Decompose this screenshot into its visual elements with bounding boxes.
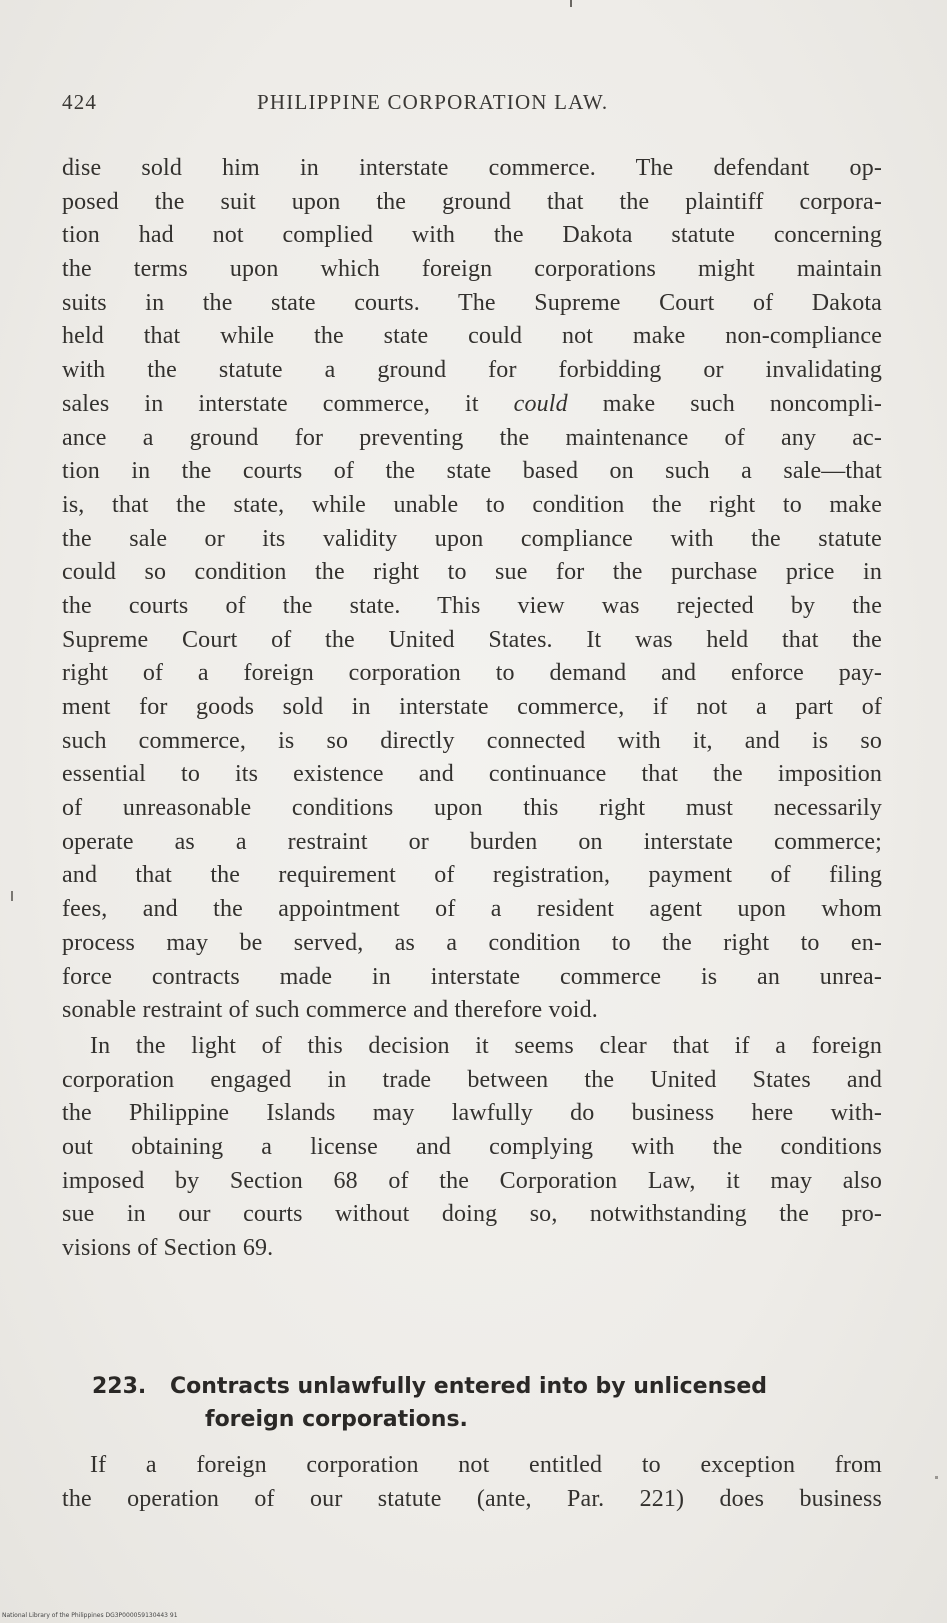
text-line: ance a ground for preventing the maintenance of any ac- bbox=[62, 424, 882, 451]
section-title-line1: Contracts unlawfully entered into by unlicensed bbox=[170, 1374, 768, 1399]
running-head-title: PHILIPPINE CORPORATION LAW. bbox=[257, 90, 609, 114]
text-line: process may be served, as a condition to the right to en- bbox=[62, 929, 882, 956]
section-heading bbox=[92, 1370, 882, 1436]
page-number: 424 bbox=[62, 90, 98, 114]
running-head bbox=[62, 90, 882, 120]
text-line: held that while the state could not make non-compliance bbox=[62, 323, 882, 350]
text-line: operate as a restraint or burden on interstate commerce; bbox=[62, 828, 882, 855]
text-line: sue in our courts without doing so, notwithstanding the pro- bbox=[62, 1201, 882, 1228]
text-line: essential to its existence and continuance that the imposition bbox=[62, 761, 882, 788]
text-line: suits in the state courts. The Supreme Court of Dakota bbox=[62, 289, 882, 316]
text-line: such commerce, is so directly connected with it, and is so bbox=[62, 727, 882, 754]
text-line: and that the requirement of registration, payment of filing bbox=[62, 862, 882, 889]
text-line: fees, and the appointment of a resident agent upon whom bbox=[62, 896, 882, 923]
paragraph-section-223 bbox=[62, 1449, 882, 1516]
scan-mark-top bbox=[570, 0, 572, 7]
text-line: corporation engaged in trade between the United States and bbox=[62, 1066, 882, 1093]
text-line: In the light of this decision it seems clear that if a foreign bbox=[90, 1032, 882, 1059]
paragraph-decision bbox=[62, 1030, 882, 1266]
body-text bbox=[62, 152, 882, 1266]
text-line: posed the suit upon the ground that the plaintiff corpora- bbox=[62, 188, 882, 215]
text-line: could so condition the right to sue for the purchase price in bbox=[62, 559, 882, 586]
scan-mark-right bbox=[935, 1476, 938, 1479]
emphasis: could bbox=[513, 390, 568, 417]
paragraph-continuation bbox=[62, 152, 882, 1028]
text-line: visions of Section 69. bbox=[62, 1235, 274, 1261]
text-line: out obtaining a license and complying with the conditions bbox=[62, 1133, 882, 1160]
text-line: the Philippine Islands may lawfully do business here with- bbox=[62, 1100, 882, 1127]
text-line: the sale or its validity upon compliance with the statute bbox=[62, 525, 882, 552]
section-number: 223. bbox=[92, 1374, 147, 1399]
text-line: is, that the state, while unable to condition the right to make bbox=[62, 491, 882, 518]
section-title-line2: foreign corporations. bbox=[205, 1407, 468, 1432]
text-line: imposed by Section 68 of the Corporation Law, it may also bbox=[62, 1167, 882, 1194]
text-line: dise sold him in interstate commerce. The defendant op- bbox=[62, 155, 882, 181]
text-line: tion had not complied with the Dakota statute concerning bbox=[62, 222, 882, 249]
text-line: of unreasonable conditions upon this right must necessarily bbox=[62, 795, 882, 822]
text-line: tion in the courts of the state based on such a sale—that bbox=[62, 458, 882, 485]
text-line: the courts of the state. This view was rejected by the bbox=[62, 592, 882, 619]
text-line: If a foreign corporation not entitled to exception from bbox=[90, 1452, 882, 1478]
text-line: the operation of our statute (ante, Par. 221) does business bbox=[62, 1485, 882, 1512]
text-line: sales in interstate commerce, it could make such noncompli- bbox=[62, 390, 882, 417]
text-line: Supreme Court of the United States. It was held that the bbox=[62, 626, 882, 653]
library-stamp: National Library of the Philippines DG3P000059130443 91 bbox=[2, 1612, 178, 1619]
margin-mark bbox=[11, 891, 13, 901]
section-body bbox=[62, 1449, 882, 1516]
text-line: right of a foreign corporation to demand and enforce pay- bbox=[62, 660, 882, 687]
text-line: the terms upon which foreign corporations might maintain bbox=[62, 256, 882, 283]
text-line: sonable restraint of such commerce and therefore void. bbox=[62, 997, 598, 1024]
text-line: with the statute a ground for forbidding or invalidating bbox=[62, 357, 882, 384]
text-line: force contracts made in interstate commerce is an unrea- bbox=[62, 963, 882, 990]
text-line: ment for goods sold in interstate commerce, if not a part of bbox=[62, 694, 882, 720]
